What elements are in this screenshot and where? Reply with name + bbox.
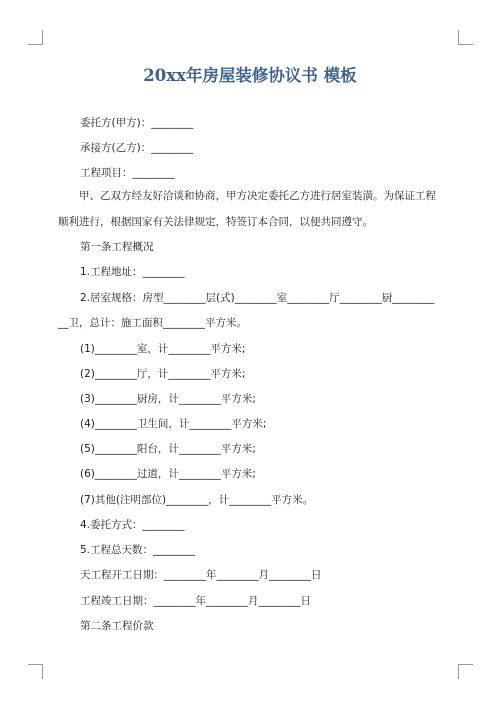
crop-mark-top-left [28,30,43,45]
contractor-line: 承接方(乙方)：________ [80,142,194,154]
room-line-5: (5)________阳台，计________平方米; [80,443,256,455]
client-line: 委托方(甲方)：________ [80,117,194,129]
spec-line-1: 2.居室规格：房型________层(式)________室________厅________厨________ [80,292,435,304]
room-line-6: (6)________过道，计________平方米; [80,468,256,480]
days-line: 5.工程总天数：________ [80,544,196,556]
crop-mark-bottom-right [458,664,473,679]
room-line-3: (3)________厨房，计________平方米; [80,393,256,405]
room-line-1: (1)________室，计________平方米; [80,343,246,355]
article-2-heading: 第二条工程价款 [80,620,154,632]
start-date-line: 天工程开工日期：________年________月________日 [80,569,322,581]
mode-line: 4.委托方式：________ [80,519,185,531]
crop-mark-top-right [458,30,473,45]
intro-paragraph: 甲、乙双方经友好洽谈和协商，甲方决定委托乙方进行居室装潢。为保证工程顺利进行，根据国家有关法律规定，特签订本合同，以便共同遵守。 [58,190,436,228]
room-line-7: (7)其他(注明部位)________，计________平方米。 [80,494,314,506]
room-line-2: (2)________厅，计________平方米; [80,368,246,380]
address-line: 1.工程地址：________ [80,266,185,278]
crop-mark-bottom-left [28,664,43,679]
spec-line-2: __卫，总计：施工面积________平方米。 [58,317,247,329]
article-1-heading: 第一条工程概况 [80,241,154,253]
room-line-4: (4)________卫生间，计________平方米; [80,418,267,430]
project-line: 工程项目：________ [80,167,175,179]
end-date-line: 工程竣工日期：________年________月________日 [80,595,311,607]
document-title: 20xx年房屋装修协议书 模板 [143,66,357,85]
